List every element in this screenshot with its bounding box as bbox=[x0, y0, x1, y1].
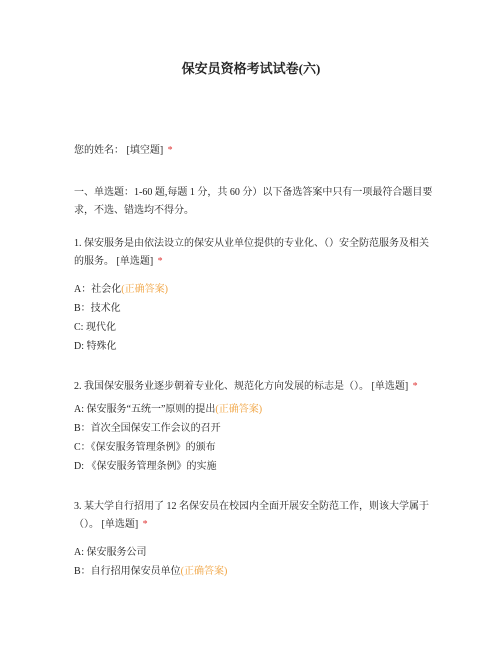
name-label: 您的姓名： bbox=[74, 145, 124, 156]
correct-answer-tag: (正确答案) bbox=[121, 284, 168, 295]
question-3-options bbox=[74, 543, 434, 581]
required-mark: * bbox=[142, 519, 148, 530]
correct-answer-tag: (正确答案) bbox=[215, 404, 263, 415]
section-intro-line: 求，不选、错选均不得分。 bbox=[74, 205, 194, 216]
option-b[interactable] bbox=[74, 562, 434, 581]
option-text: B：自行招用保安员单位 bbox=[74, 566, 181, 577]
question-3 bbox=[74, 498, 434, 534]
option-c[interactable] bbox=[74, 438, 434, 457]
option-text: C：《保安服务管理条例》的颁布 bbox=[74, 442, 216, 453]
option-text: B：技术化 bbox=[74, 303, 121, 314]
page-title: 保安员资格考试试卷(六) bbox=[181, 61, 321, 76]
question-stem: 1. 保安服务是由依法设立的保安从业单位提供的专业化、（）安全防范服务及相关 bbox=[74, 238, 429, 249]
option-text: A: 保安服务“五统一”原则的提出 bbox=[74, 404, 216, 415]
question-stem-text: （）。 bbox=[74, 519, 99, 530]
required-mark: * bbox=[167, 145, 173, 156]
question-stem-cont bbox=[74, 253, 434, 271]
option-d[interactable] bbox=[74, 457, 434, 476]
option-b[interactable] bbox=[74, 299, 434, 318]
question-stem bbox=[74, 378, 434, 396]
option-text: A: 保安服务公司 bbox=[74, 547, 147, 558]
question-1 bbox=[74, 235, 434, 271]
question-2-options bbox=[74, 400, 434, 476]
required-mark: * bbox=[157, 256, 163, 267]
question-2 bbox=[74, 378, 434, 396]
question-type-tag: [单选题] bbox=[371, 381, 409, 392]
option-a[interactable] bbox=[74, 400, 434, 419]
correct-answer-tag: (正确答案) bbox=[180, 566, 228, 577]
question-1-options bbox=[74, 280, 434, 356]
option-text: A：社会化 bbox=[74, 284, 122, 295]
option-c[interactable] bbox=[74, 318, 434, 337]
option-text: C: 现代化 bbox=[74, 322, 116, 333]
option-b[interactable] bbox=[74, 419, 434, 438]
option-a[interactable] bbox=[74, 543, 434, 562]
section-intro bbox=[74, 184, 434, 220]
question-type-tag: [单选题] bbox=[116, 256, 154, 267]
question-stem: 3. 某大学自行招用了 12 名保安员在校园内全面开展安全防范工作，则该大学属于 bbox=[74, 501, 429, 512]
question-stem-text: 的服务。 bbox=[74, 256, 114, 267]
question-stem-cont bbox=[74, 516, 434, 534]
section-intro-line: 一、单选题：1-60 题,每题 1 分，共 60 分）以下备选答案中只有一项最符合题目要 bbox=[74, 187, 433, 198]
option-text: B：首次全国保安工作会议的召开 bbox=[74, 423, 221, 434]
question-type-tag: [单选题] bbox=[101, 519, 139, 530]
name-type-tag: [填空题] bbox=[126, 145, 164, 156]
required-mark: * bbox=[412, 381, 418, 392]
question-stem-text: 2. 我国保安服务业逐步朝着专业化、规范化方向发展的标志是（）。 bbox=[74, 381, 369, 392]
name-question bbox=[74, 142, 434, 160]
option-d[interactable] bbox=[74, 337, 434, 356]
option-a[interactable] bbox=[74, 280, 434, 299]
option-text: D: 特殊化 bbox=[74, 341, 117, 352]
option-text: D: 《保安服务管理条例》的实施 bbox=[74, 461, 217, 472]
